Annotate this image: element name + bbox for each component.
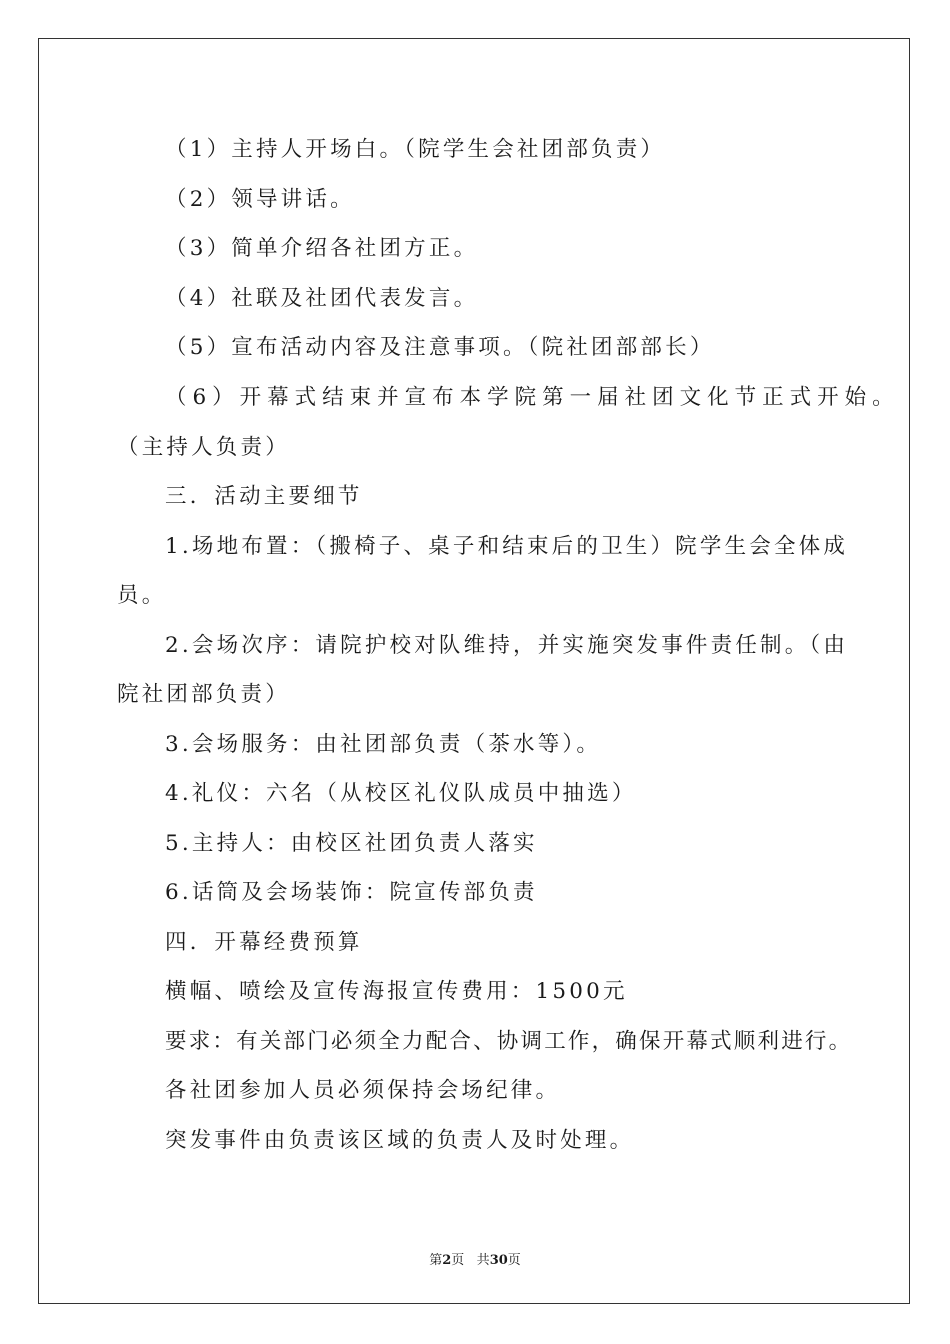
- text-line: 要求：有关部门必须全力配合、协调工作，确保开幕式顺利进行。: [165, 1029, 853, 1054]
- text-line: 院社团部负责）: [117, 682, 290, 707]
- footer-page-number: 2: [442, 1253, 452, 1268]
- text-line: 各社团参加人员必须保持会场纪律。: [165, 1078, 561, 1103]
- text-line: 横幅、喷绘及宣传海报宣传费用：1500元: [165, 979, 628, 1004]
- footer-total-prefix: 共: [476, 1253, 490, 1268]
- footer-total-pages: 30: [489, 1253, 508, 1268]
- text-line: （1）主持人开场白。（院学生会社团部负责）: [165, 137, 666, 162]
- text-line: （3）简单介绍各社团方正。: [165, 236, 479, 261]
- section-heading: 三．活动主要细节: [165, 484, 363, 509]
- page-border: [38, 38, 910, 1304]
- text-line: 1.场地布置：（搬椅子、桌子和结束后的卫生）院学生会全体成: [165, 534, 849, 559]
- text-line: 突发事件由负责该区域的负责人及时处理。: [165, 1128, 635, 1153]
- text-line: （6）开幕式结束并宣布本学院第一届社团文化节正式开始。: [165, 385, 900, 410]
- text-line: 5.主持人：由校区社团负责人落实: [165, 831, 538, 856]
- text-line: （5）宣布活动内容及注意事项。（院社团部部长）: [165, 335, 715, 360]
- footer-page-suffix: 页: [451, 1253, 465, 1268]
- text-line: 2.会场次序：请院护校对队维持，并实施突发事件责任制。（由: [165, 633, 849, 658]
- text-line: 3.会场服务：由社团部负责（茶水等）。: [165, 732, 602, 757]
- text-line: （主持人负责）: [117, 435, 290, 460]
- section-heading: 四．开幕经费预算: [165, 930, 363, 955]
- text-line: 员。: [117, 583, 167, 608]
- text-line: （4）社联及社团代表发言。: [165, 286, 479, 311]
- text-line: 6.话筒及会场装饰：院宣传部负责: [165, 880, 538, 905]
- text-line: 4.礼仪：六名（从校区礼仪队成员中抽选）: [165, 781, 637, 806]
- text-line: （2）领导讲话。: [165, 187, 355, 212]
- page-footer: [0, 1249, 950, 1268]
- footer-total-suffix: 页: [507, 1253, 521, 1268]
- footer-prefix: 第: [429, 1253, 443, 1268]
